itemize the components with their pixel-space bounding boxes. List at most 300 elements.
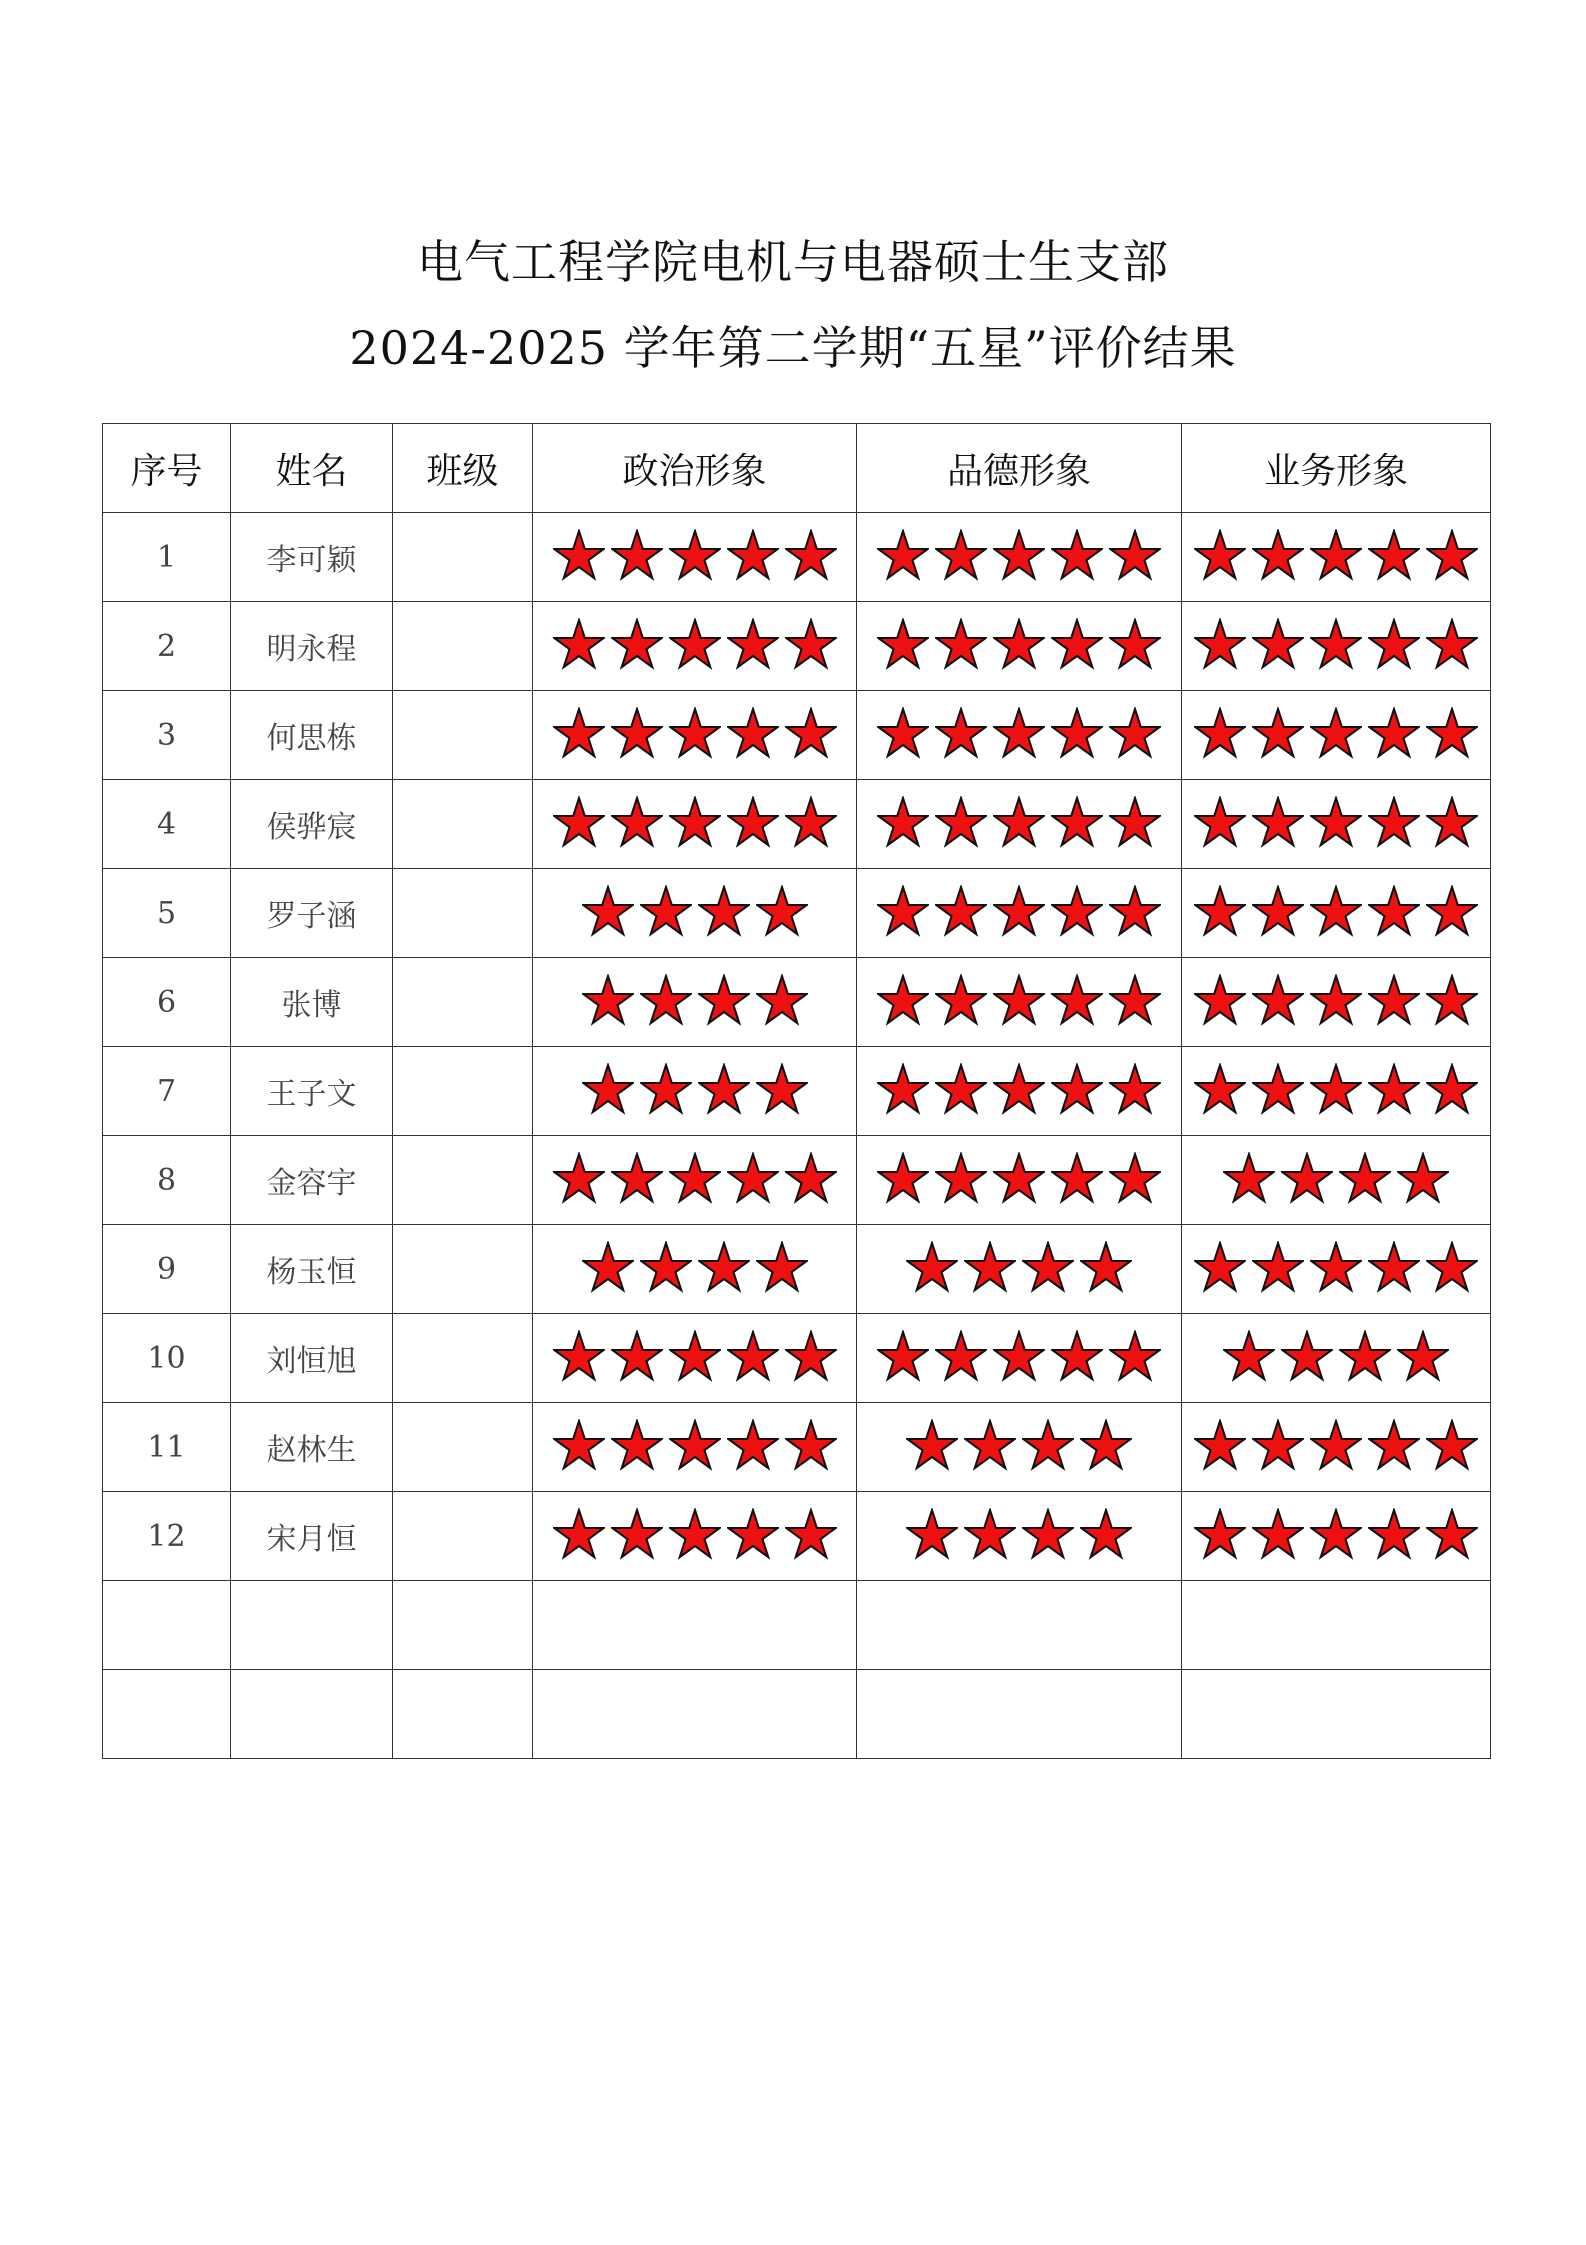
cell-political-rating bbox=[533, 1403, 857, 1492]
star-icon bbox=[906, 1241, 958, 1293]
cell-seq: 10 bbox=[103, 1314, 231, 1403]
star-icon bbox=[611, 796, 663, 848]
star-icon bbox=[964, 1508, 1016, 1560]
star-icon bbox=[785, 618, 837, 670]
star-icon bbox=[1310, 796, 1362, 848]
star-icon bbox=[935, 796, 987, 848]
cell-business-rating bbox=[1182, 869, 1491, 958]
star-icon bbox=[553, 618, 605, 670]
star-icon bbox=[877, 1152, 929, 1204]
star-icon bbox=[993, 974, 1045, 1026]
cell-business-rating bbox=[1182, 1047, 1491, 1136]
star-icon bbox=[698, 1063, 750, 1115]
star-icon bbox=[935, 529, 987, 581]
moral-star-rating bbox=[877, 529, 1161, 581]
star-icon bbox=[1426, 1241, 1478, 1293]
star-icon bbox=[1051, 796, 1103, 848]
header-business: 业务形象 bbox=[1182, 424, 1491, 513]
cell-seq bbox=[103, 1670, 231, 1759]
star-icon bbox=[1368, 796, 1420, 848]
star-icon bbox=[785, 1330, 837, 1382]
star-icon bbox=[1109, 1330, 1161, 1382]
star-icon bbox=[1426, 885, 1478, 937]
star-icon bbox=[669, 796, 721, 848]
star-icon bbox=[1194, 885, 1246, 937]
star-icon bbox=[1310, 1508, 1362, 1560]
star-icon bbox=[1051, 1063, 1103, 1115]
cell-seq: 5 bbox=[103, 869, 231, 958]
star-icon bbox=[553, 1330, 605, 1382]
star-icon bbox=[1310, 529, 1362, 581]
star-icon bbox=[935, 1330, 987, 1382]
star-icon bbox=[669, 1419, 721, 1471]
star-icon bbox=[1252, 529, 1304, 581]
cell-business-rating bbox=[1182, 691, 1491, 780]
moral-star-rating bbox=[877, 707, 1161, 759]
cell-seq: 8 bbox=[103, 1136, 231, 1225]
business-star-rating bbox=[1194, 707, 1478, 759]
cell-moral-rating bbox=[857, 869, 1182, 958]
star-icon bbox=[756, 1241, 808, 1293]
star-icon bbox=[669, 1508, 721, 1560]
cell-business-rating bbox=[1182, 1136, 1491, 1225]
star-icon bbox=[1252, 1063, 1304, 1115]
cell-moral-rating bbox=[857, 1314, 1182, 1403]
star-icon bbox=[582, 885, 634, 937]
cell-name: 杨玉恒 bbox=[231, 1225, 393, 1314]
star-icon bbox=[1426, 618, 1478, 670]
cell-moral-rating bbox=[857, 513, 1182, 602]
political-star-rating bbox=[582, 885, 808, 937]
business-star-rating bbox=[1194, 618, 1478, 670]
star-icon bbox=[582, 1063, 634, 1115]
star-icon bbox=[727, 707, 779, 759]
cell-class bbox=[393, 691, 533, 780]
star-icon bbox=[1109, 618, 1161, 670]
cell-class bbox=[393, 1225, 533, 1314]
star-icon bbox=[1252, 974, 1304, 1026]
star-icon bbox=[1252, 618, 1304, 670]
moral-star-rating bbox=[877, 618, 1161, 670]
cell-name: 宋月恒 bbox=[231, 1492, 393, 1581]
star-icon bbox=[1051, 974, 1103, 1026]
political-star-rating bbox=[553, 618, 837, 670]
table-row bbox=[103, 1403, 1491, 1492]
star-icon bbox=[1080, 1508, 1132, 1560]
cell-business-rating bbox=[1182, 602, 1491, 691]
political-star-rating bbox=[582, 974, 808, 1026]
political-star-rating bbox=[553, 1330, 837, 1382]
star-icon bbox=[669, 618, 721, 670]
star-icon bbox=[669, 707, 721, 759]
star-icon bbox=[1109, 1063, 1161, 1115]
star-icon bbox=[698, 974, 750, 1026]
moral-star-rating bbox=[877, 1063, 1161, 1115]
star-icon bbox=[1368, 1241, 1420, 1293]
star-icon bbox=[1426, 1508, 1478, 1560]
cell-name: 赵林生 bbox=[231, 1403, 393, 1492]
star-icon bbox=[1194, 1241, 1246, 1293]
header-name: 姓名 bbox=[231, 424, 393, 513]
star-icon bbox=[935, 1063, 987, 1115]
cell-class bbox=[393, 1136, 533, 1225]
business-star-rating bbox=[1194, 1419, 1478, 1471]
cell-name: 李可颖 bbox=[231, 513, 393, 602]
star-icon bbox=[640, 1241, 692, 1293]
star-icon bbox=[1368, 1419, 1420, 1471]
star-icon bbox=[1426, 707, 1478, 759]
table-row bbox=[103, 1314, 1491, 1403]
cell-class bbox=[393, 780, 533, 869]
star-icon bbox=[1051, 885, 1103, 937]
cell-moral-rating bbox=[857, 1670, 1182, 1759]
star-icon bbox=[993, 796, 1045, 848]
cell-seq: 4 bbox=[103, 780, 231, 869]
moral-star-rating bbox=[906, 1419, 1132, 1471]
cell-class bbox=[393, 869, 533, 958]
star-icon bbox=[1368, 974, 1420, 1026]
star-icon bbox=[1252, 796, 1304, 848]
star-icon bbox=[1310, 1063, 1362, 1115]
cell-moral-rating bbox=[857, 1225, 1182, 1314]
cell-business-rating bbox=[1182, 1581, 1491, 1670]
star-icon bbox=[993, 618, 1045, 670]
cell-business-rating bbox=[1182, 1403, 1491, 1492]
cell-moral-rating bbox=[857, 1581, 1182, 1670]
cell-seq: 11 bbox=[103, 1403, 231, 1492]
star-icon bbox=[640, 974, 692, 1026]
star-icon bbox=[785, 1508, 837, 1560]
table-row bbox=[103, 602, 1491, 691]
star-icon bbox=[993, 1152, 1045, 1204]
table-row bbox=[103, 869, 1491, 958]
star-icon bbox=[1310, 1419, 1362, 1471]
political-star-rating bbox=[582, 1063, 808, 1115]
star-icon bbox=[1252, 1419, 1304, 1471]
star-icon bbox=[1051, 1152, 1103, 1204]
star-icon bbox=[993, 1063, 1045, 1115]
cell-name: 何思栋 bbox=[231, 691, 393, 780]
star-icon bbox=[611, 618, 663, 670]
star-icon bbox=[993, 707, 1045, 759]
star-icon bbox=[553, 707, 605, 759]
header-row bbox=[103, 424, 1491, 513]
star-icon bbox=[611, 707, 663, 759]
star-icon bbox=[1368, 529, 1420, 581]
star-icon bbox=[1109, 707, 1161, 759]
star-icon bbox=[877, 1330, 929, 1382]
business-star-rating bbox=[1223, 1152, 1449, 1204]
table-row bbox=[103, 1047, 1491, 1136]
star-icon bbox=[640, 1063, 692, 1115]
cell-seq: 12 bbox=[103, 1492, 231, 1581]
star-icon bbox=[727, 1152, 779, 1204]
star-icon bbox=[785, 707, 837, 759]
star-icon bbox=[1252, 885, 1304, 937]
star-icon bbox=[1339, 1152, 1391, 1204]
cell-business-rating bbox=[1182, 1314, 1491, 1403]
star-icon bbox=[1426, 1419, 1478, 1471]
star-icon bbox=[1339, 1330, 1391, 1382]
star-icon bbox=[582, 1241, 634, 1293]
star-icon bbox=[1022, 1241, 1074, 1293]
political-star-rating bbox=[582, 1241, 808, 1293]
cell-seq: 3 bbox=[103, 691, 231, 780]
cell-moral-rating bbox=[857, 1403, 1182, 1492]
table-row bbox=[103, 780, 1491, 869]
table-row bbox=[103, 1136, 1491, 1225]
moral-star-rating bbox=[877, 796, 1161, 848]
star-icon bbox=[877, 885, 929, 937]
star-icon bbox=[756, 1063, 808, 1115]
business-star-rating bbox=[1194, 885, 1478, 937]
political-star-rating bbox=[553, 707, 837, 759]
cell-name: 张博 bbox=[231, 958, 393, 1047]
cell-class bbox=[393, 958, 533, 1047]
star-icon bbox=[1194, 1508, 1246, 1560]
star-icon bbox=[993, 529, 1045, 581]
business-star-rating bbox=[1194, 796, 1478, 848]
star-icon bbox=[935, 974, 987, 1026]
star-icon bbox=[1109, 529, 1161, 581]
cell-class bbox=[393, 1581, 533, 1670]
star-icon bbox=[1426, 529, 1478, 581]
cell-name bbox=[231, 1581, 393, 1670]
moral-star-rating bbox=[906, 1241, 1132, 1293]
star-icon bbox=[935, 885, 987, 937]
business-star-rating bbox=[1194, 1063, 1478, 1115]
star-icon bbox=[877, 796, 929, 848]
star-icon bbox=[1022, 1419, 1074, 1471]
star-icon bbox=[727, 618, 779, 670]
star-icon bbox=[1194, 529, 1246, 581]
political-star-rating bbox=[553, 1508, 837, 1560]
star-icon bbox=[1194, 1419, 1246, 1471]
moral-star-rating bbox=[877, 974, 1161, 1026]
star-icon bbox=[698, 1241, 750, 1293]
star-icon bbox=[1051, 529, 1103, 581]
cell-name bbox=[231, 1670, 393, 1759]
cell-seq bbox=[103, 1581, 231, 1670]
cell-political-rating bbox=[533, 1314, 857, 1403]
star-icon bbox=[877, 707, 929, 759]
star-icon bbox=[1426, 796, 1478, 848]
cell-political-rating bbox=[533, 1670, 857, 1759]
star-icon bbox=[727, 1508, 779, 1560]
table-row bbox=[103, 1581, 1491, 1670]
star-icon bbox=[611, 1152, 663, 1204]
star-icon bbox=[611, 529, 663, 581]
star-icon bbox=[1080, 1241, 1132, 1293]
cell-political-rating bbox=[533, 958, 857, 1047]
star-icon bbox=[611, 1508, 663, 1560]
cell-name: 刘恒旭 bbox=[231, 1314, 393, 1403]
political-star-rating bbox=[553, 529, 837, 581]
star-icon bbox=[935, 618, 987, 670]
star-icon bbox=[1310, 1241, 1362, 1293]
cell-business-rating bbox=[1182, 1225, 1491, 1314]
cell-class bbox=[393, 1403, 533, 1492]
cell-business-rating bbox=[1182, 958, 1491, 1047]
star-icon bbox=[582, 974, 634, 1026]
star-icon bbox=[1281, 1330, 1333, 1382]
star-icon bbox=[1022, 1508, 1074, 1560]
star-icon bbox=[935, 1152, 987, 1204]
table-row bbox=[103, 691, 1491, 780]
star-icon bbox=[1310, 885, 1362, 937]
cell-name: 王子文 bbox=[231, 1047, 393, 1136]
moral-star-rating bbox=[906, 1508, 1132, 1560]
cell-political-rating bbox=[533, 1047, 857, 1136]
star-icon bbox=[1368, 1063, 1420, 1115]
moral-star-rating bbox=[877, 1330, 1161, 1382]
star-icon bbox=[1252, 1508, 1304, 1560]
cell-political-rating bbox=[533, 1581, 857, 1670]
star-icon bbox=[1051, 618, 1103, 670]
star-icon bbox=[669, 1330, 721, 1382]
star-icon bbox=[877, 974, 929, 1026]
table-row bbox=[103, 958, 1491, 1047]
star-icon bbox=[553, 1508, 605, 1560]
cell-seq: 7 bbox=[103, 1047, 231, 1136]
star-icon bbox=[785, 796, 837, 848]
political-star-rating bbox=[553, 796, 837, 848]
star-icon bbox=[1397, 1152, 1449, 1204]
star-icon bbox=[1252, 1241, 1304, 1293]
star-icon bbox=[727, 1330, 779, 1382]
cell-class bbox=[393, 1314, 533, 1403]
cell-business-rating bbox=[1182, 1492, 1491, 1581]
star-icon bbox=[553, 1419, 605, 1471]
star-icon bbox=[1109, 974, 1161, 1026]
star-icon bbox=[906, 1419, 958, 1471]
star-icon bbox=[1109, 885, 1161, 937]
star-icon bbox=[877, 618, 929, 670]
cell-moral-rating bbox=[857, 1047, 1182, 1136]
cell-seq: 9 bbox=[103, 1225, 231, 1314]
cell-class bbox=[393, 1670, 533, 1759]
star-icon bbox=[756, 885, 808, 937]
business-star-rating bbox=[1194, 974, 1478, 1026]
cell-moral-rating bbox=[857, 1136, 1182, 1225]
cell-name: 金容宇 bbox=[231, 1136, 393, 1225]
star-icon bbox=[1426, 1063, 1478, 1115]
star-icon bbox=[1368, 618, 1420, 670]
star-icon bbox=[935, 707, 987, 759]
cell-name: 明永程 bbox=[231, 602, 393, 691]
star-icon bbox=[1368, 707, 1420, 759]
cell-political-rating bbox=[533, 869, 857, 958]
star-icon bbox=[1223, 1330, 1275, 1382]
star-icon bbox=[611, 1419, 663, 1471]
star-icon bbox=[1397, 1330, 1449, 1382]
cell-political-rating bbox=[533, 780, 857, 869]
star-icon bbox=[698, 885, 750, 937]
star-icon bbox=[1109, 1152, 1161, 1204]
star-icon bbox=[1223, 1152, 1275, 1204]
star-icon bbox=[1051, 1330, 1103, 1382]
star-icon bbox=[877, 529, 929, 581]
star-icon bbox=[1252, 707, 1304, 759]
moral-star-rating bbox=[877, 1152, 1161, 1204]
star-icon bbox=[727, 529, 779, 581]
star-icon bbox=[964, 1241, 1016, 1293]
star-icon bbox=[1310, 618, 1362, 670]
star-icon bbox=[993, 885, 1045, 937]
business-star-rating bbox=[1194, 1508, 1478, 1560]
cell-seq: 2 bbox=[103, 602, 231, 691]
star-icon bbox=[964, 1419, 1016, 1471]
header-seq: 序号 bbox=[103, 424, 231, 513]
star-icon bbox=[1194, 1063, 1246, 1115]
header-political: 政治形象 bbox=[533, 424, 857, 513]
star-icon bbox=[1368, 885, 1420, 937]
cell-moral-rating bbox=[857, 602, 1182, 691]
table-row bbox=[103, 513, 1491, 602]
business-star-rating bbox=[1223, 1330, 1449, 1382]
star-icon bbox=[906, 1508, 958, 1560]
cell-political-rating bbox=[533, 1136, 857, 1225]
star-icon bbox=[553, 796, 605, 848]
star-icon bbox=[553, 529, 605, 581]
cell-seq: 1 bbox=[103, 513, 231, 602]
cell-business-rating bbox=[1182, 1670, 1491, 1759]
political-star-rating bbox=[553, 1152, 837, 1204]
cell-political-rating bbox=[533, 602, 857, 691]
moral-star-rating bbox=[877, 885, 1161, 937]
table-row bbox=[103, 1492, 1491, 1581]
cell-class bbox=[393, 602, 533, 691]
star-icon bbox=[1109, 796, 1161, 848]
cell-business-rating bbox=[1182, 513, 1491, 602]
cell-seq: 6 bbox=[103, 958, 231, 1047]
cell-political-rating bbox=[533, 1225, 857, 1314]
star-icon bbox=[1194, 974, 1246, 1026]
star-icon bbox=[1194, 796, 1246, 848]
cell-class bbox=[393, 513, 533, 602]
cell-class bbox=[393, 1492, 533, 1581]
cell-political-rating bbox=[533, 513, 857, 602]
star-icon bbox=[1194, 618, 1246, 670]
star-icon bbox=[1310, 974, 1362, 1026]
cell-name: 侯骅宸 bbox=[231, 780, 393, 869]
cell-name: 罗子涵 bbox=[231, 869, 393, 958]
cell-business-rating bbox=[1182, 780, 1491, 869]
star-icon bbox=[669, 529, 721, 581]
star-icon bbox=[1426, 974, 1478, 1026]
star-icon bbox=[727, 1419, 779, 1471]
star-icon bbox=[756, 974, 808, 1026]
star-icon bbox=[640, 885, 692, 937]
star-icon bbox=[993, 1330, 1045, 1382]
table-row bbox=[103, 1225, 1491, 1314]
business-star-rating bbox=[1194, 529, 1478, 581]
star-icon bbox=[1051, 707, 1103, 759]
political-star-rating bbox=[553, 1419, 837, 1471]
star-icon bbox=[1368, 1508, 1420, 1560]
star-icon bbox=[1310, 707, 1362, 759]
star-icon bbox=[1281, 1152, 1333, 1204]
evaluation-table bbox=[102, 423, 1491, 1759]
cell-moral-rating bbox=[857, 780, 1182, 869]
title-line-2: 2024-2025 学年第二学期“五星”评价结果 bbox=[349, 321, 1237, 375]
cell-moral-rating bbox=[857, 691, 1182, 780]
star-icon bbox=[553, 1152, 605, 1204]
cell-political-rating bbox=[533, 691, 857, 780]
table-row bbox=[103, 1670, 1491, 1759]
title-line-1: 电气工程学院电机与电器硕士生支部 bbox=[417, 235, 1169, 289]
cell-moral-rating bbox=[857, 958, 1182, 1047]
